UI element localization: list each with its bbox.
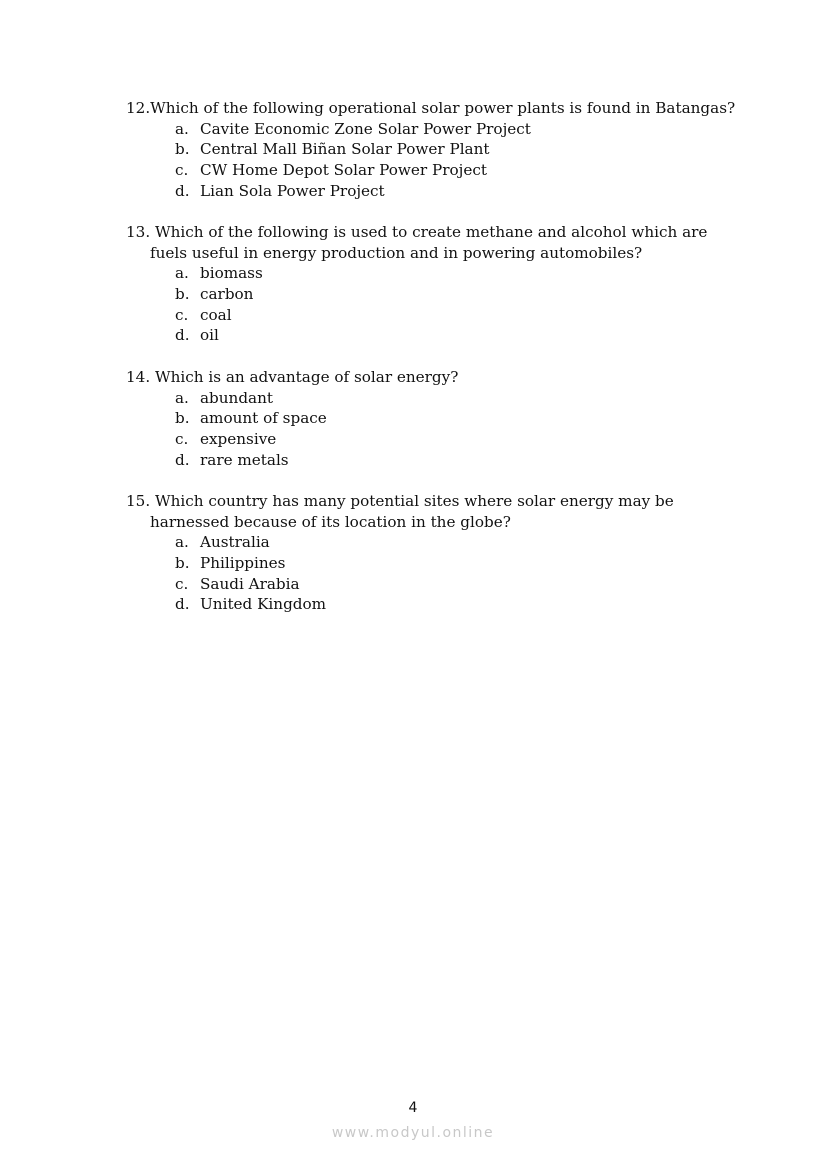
question-text: Which of the following operational solar power plants is found in Batangas? [150,99,736,117]
option-text: CW Home Depot Solar Power Project [200,161,487,180]
option-text: Saudi Arabia [200,574,300,593]
option-letter: a. [175,533,189,552]
watermark: www.modyul.online [331,1125,495,1141]
option-letter: c. [175,574,189,593]
question-number: 14. [126,368,151,386]
option-text: Philippines [200,554,286,573]
question-13 [126,222,736,346]
option-letter: c. [175,430,189,449]
question-number: 13. [126,223,151,241]
option-d [126,450,736,471]
option-letter: d. [175,326,190,345]
option-text: Central Mall Biñan Solar Power Plant [200,140,490,159]
option-text: biomass [200,264,263,283]
option-list [126,388,736,471]
option-d [126,325,736,346]
option-letter: a. [175,119,189,138]
option-c [126,305,736,326]
option-list [126,532,736,615]
option-text: abundant [200,388,274,407]
question-number: 12. [126,99,151,117]
option-letter: c. [175,161,189,180]
option-d [126,181,736,202]
option-b [126,553,736,574]
option-letter: d. [175,450,190,469]
option-letter: d. [175,595,190,614]
question-stem [126,222,736,263]
option-c [126,160,736,181]
option-b [126,139,736,160]
option-text: expensive [200,430,277,449]
option-text: carbon [200,285,254,304]
option-letter: b. [175,409,190,428]
option-text: coal [200,305,232,324]
option-a [126,119,736,140]
option-letter: b. [175,140,190,159]
question-number: 15. [126,492,151,510]
question-text: Which of the following is used to create methane and alcohol which are fuels useful in energy production and in powering automobiles? [150,223,708,262]
question-12 [126,98,736,201]
option-letter: b. [175,554,190,573]
option-letter: a. [175,388,189,407]
option-letter: c. [175,305,189,324]
option-d [126,594,736,615]
option-letter: d. [175,181,190,200]
page-number: 4 [408,1100,418,1116]
option-text: Australia [200,533,270,552]
option-text: United Kingdom [200,595,327,614]
question-stem [126,491,736,532]
option-c [126,574,736,595]
option-a [126,388,736,409]
option-text: Lian Sola Power Project [200,181,385,200]
option-text: Cavite Economic Zone Solar Power Project [200,119,531,138]
option-c [126,429,736,450]
option-text: oil [200,326,219,345]
option-letter: a. [175,264,189,283]
option-a [126,263,736,284]
option-a [126,532,736,553]
option-b [126,284,736,305]
option-b [126,408,736,429]
option-text: rare metals [200,450,289,469]
question-text: Which country has many potential sites where solar energy may be harnessed because of its location in the globe? [150,492,674,531]
option-letter: b. [175,285,190,304]
option-text: amount of space [200,409,327,428]
question-14 [126,367,736,470]
question-stem [126,98,736,119]
option-list [126,119,736,202]
question-15 [126,491,736,615]
question-text: Which is an advantage of solar energy? [154,368,459,386]
option-list [126,263,736,346]
question-stem [126,367,736,388]
